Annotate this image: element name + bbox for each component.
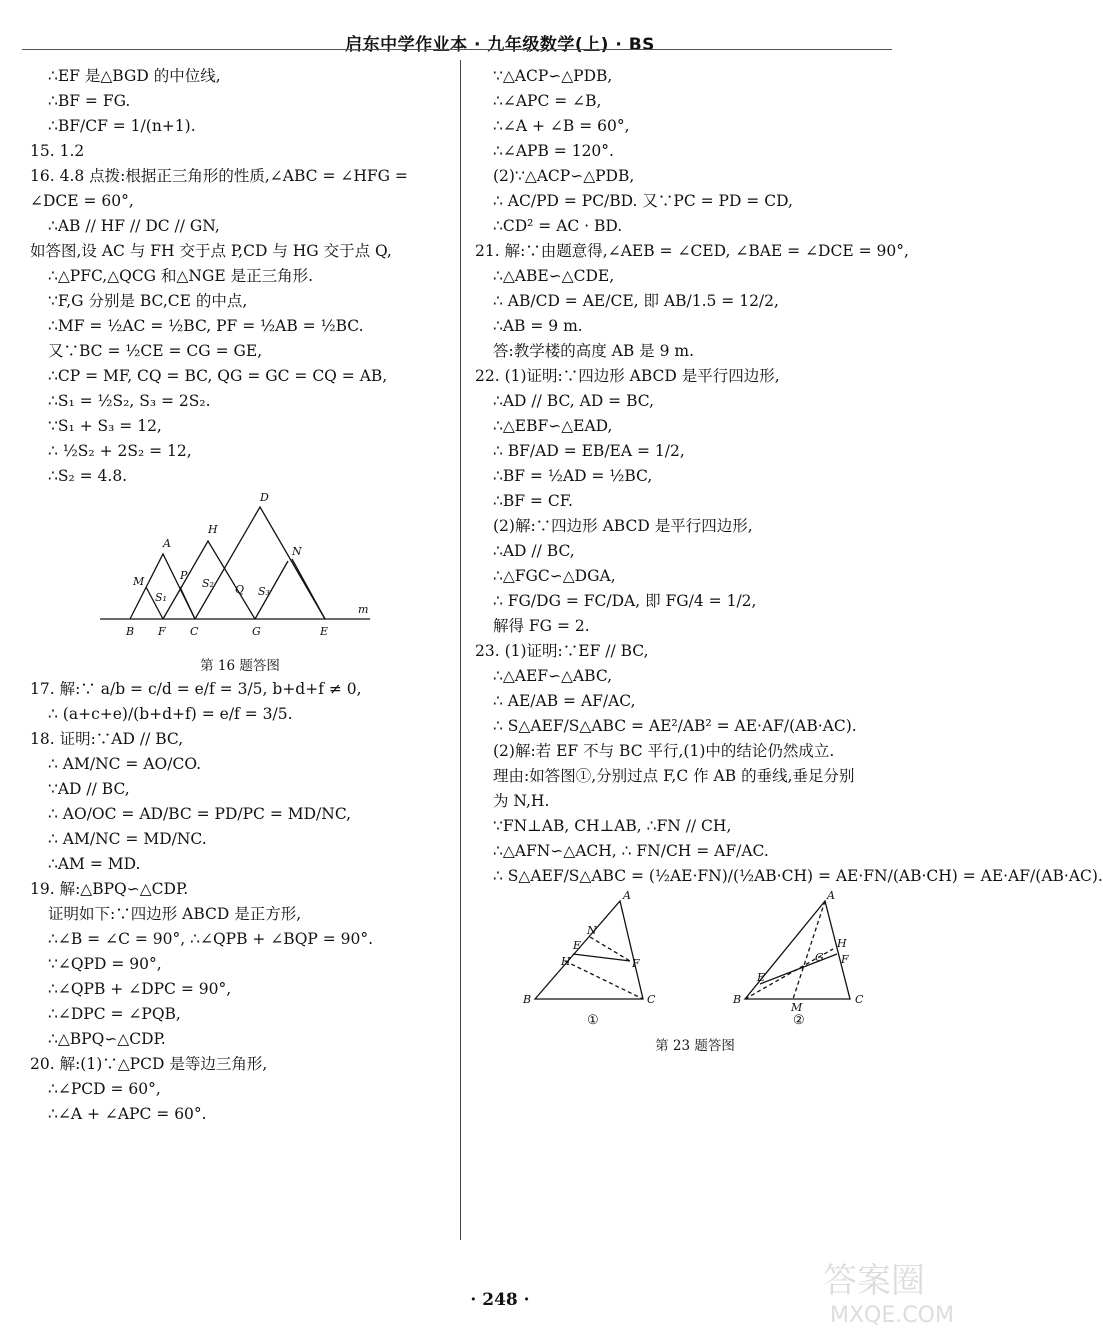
text-line: ∴ AM/NC = MD/NC.	[48, 829, 207, 848]
text-line: ∴ AB/CD = AE/CE, 即 AB/1.5 = 12/2,	[493, 292, 779, 310]
text-line: ∵FN⊥AB, CH⊥AB, ∴FN // CH,	[493, 817, 732, 835]
text-line: ∴S₂ = 4.8.	[48, 467, 128, 485]
figure-23-2-label: H	[837, 937, 847, 950]
text-line: ∴MF = ½AC = ½BC, PF = ½AB = ½BC.	[48, 317, 364, 335]
running-header: 启东中学作业本 · 九年级数学(上) · BS	[345, 35, 655, 55]
text-line: ∴ AO/OC = AD/BC = PD/PC = MD/NC,	[48, 804, 352, 823]
text-line: ∴ AC/PD = PC/BD. 又∵PC = PD = CD,	[493, 192, 793, 210]
figure-16-label: S₃	[258, 585, 270, 598]
text-line: ∴BF = FG.	[48, 92, 131, 110]
text-line: ∵△ACP∽△PDB,	[493, 67, 613, 85]
text-line: ∴∠APC = ∠B,	[493, 92, 602, 110]
header-rule	[22, 49, 892, 50]
text-line: ∴ (a+c+e)/(b+d+f) = e/f = 3/5.	[48, 704, 293, 723]
text-line: ∴CP = MF, CQ = BC, QG = GC = CQ = AB,	[48, 367, 388, 385]
figure-23	[475, 889, 915, 1059]
figure-23-1-label: B	[523, 993, 532, 1006]
text-line: ∴ ½S₂ + 2S₂ = 12,	[48, 442, 192, 460]
text-line: ∴△EBF∽△EAD,	[493, 417, 613, 435]
text-line: 为 N,H.	[493, 792, 550, 810]
text-line: ∴AB = 9 m.	[493, 317, 583, 335]
text-line: ∴BF/CF = 1/(n+1).	[48, 117, 196, 135]
text-line: ∴△AFN∽△ACH, ∴ FN/CH = AF/AC.	[493, 842, 769, 860]
figure-16-label: S₂	[202, 577, 214, 590]
text-line: ∴CD² = AC · BD.	[493, 217, 623, 235]
figure-16-label: F	[158, 625, 166, 638]
figure-23-2-label: B	[733, 993, 742, 1006]
figure-23-2-label: E	[757, 971, 766, 984]
text-line: (2)∵△ACP∽△PDB,	[493, 167, 635, 185]
text-line: ∴ BF/AD = EB/EA = 1/2,	[493, 442, 685, 460]
figure-16-label: N	[292, 545, 302, 558]
figure-16-label: P	[180, 569, 188, 582]
figure-23-2-label: C	[855, 993, 864, 1006]
text-line: ∴BF = CF.	[493, 492, 573, 510]
text-line: 16. 4.8 点拨:根据正三角形的性质,∠ABC = ∠HFG =	[30, 167, 408, 185]
figure-16-label: S₁	[155, 591, 167, 604]
text-line: ∵AD // BC,	[48, 779, 130, 798]
text-line: ∴ S△AEF/S△ABC = (½AE·FN)/(½AB·CH) = AE·FN/(AB·CH) = AE·AF/(AB·AC).	[493, 867, 1103, 885]
figure-23-1-label: C	[647, 993, 656, 1006]
text-line: 解得 FG = 2.	[493, 617, 590, 635]
text-line: ∵F,G 分别是 BC,CE 的中点,	[48, 292, 248, 310]
text-line: 22. (1)证明:∵四边形 ABCD 是平行四边形,	[475, 367, 780, 385]
text-line: ∴BF = ½AD = ½BC,	[493, 467, 653, 485]
text-line: ∴∠B = ∠C = 90°, ∴∠QPB + ∠BQP = 90°.	[48, 929, 374, 948]
figure-16-diagram	[30, 489, 390, 649]
text-line: ∠DCE = 60°,	[30, 192, 134, 210]
text-line: ∴∠A + ∠B = 60°,	[493, 117, 630, 135]
text-line: ∵∠QPD = 90°,	[48, 954, 162, 973]
figure-16	[30, 489, 450, 677]
text-line: ∴ AM/NC = AO/CO.	[48, 754, 202, 773]
figure-23-diagram	[475, 889, 895, 1029]
figure-23-2-label: F	[841, 953, 849, 966]
svg-text:MXQE.COM: MXQE.COM	[830, 1303, 954, 1328]
text-line: 证明如下:∵四边形 ABCD 是正方形,	[48, 904, 302, 923]
figure-16-label: C	[190, 625, 199, 638]
text-line: 19. 解:△BPQ∽△CDP.	[30, 879, 189, 898]
text-line: ∴△BPQ∽△CDP.	[48, 1029, 166, 1048]
text-line: ∴ AE/AB = AF/AC,	[493, 692, 636, 710]
text-line: ∴∠DPC = ∠PQB,	[48, 1004, 181, 1023]
text-line: ∴AB // HF // DC // GN,	[48, 217, 220, 235]
text-line: ∴AM = MD.	[48, 854, 141, 873]
figure-16-label: H	[208, 523, 218, 536]
text-line: ∴∠PCD = 60°,	[48, 1079, 161, 1098]
watermark-logo	[818, 1250, 978, 1330]
figure-23-2-label: A	[827, 889, 835, 902]
text-line: ∴ FG/DG = FC/DA, 即 FG/4 = 1/2,	[493, 592, 757, 610]
figure-16-label: Q	[235, 583, 245, 596]
figure-23-sub2: ②	[793, 1013, 805, 1028]
figure-16-label: A	[163, 537, 171, 550]
text-line: 20. 解:(1)∵△PCD 是等边三角形,	[30, 1054, 268, 1073]
figure-16-label: E	[320, 625, 329, 638]
text-line: ∴AD // BC, AD = BC,	[493, 392, 654, 410]
text-line: 如答图,设 AC 与 FH 交于点 P,CD 与 HG 交于点 Q,	[30, 242, 392, 260]
text-line: ∴△FGC∽△DGA,	[493, 567, 616, 585]
figure-16-caption: 第 16 题答图	[200, 658, 280, 675]
figure-16-label: B	[126, 625, 135, 638]
text-line: 答:教学楼的高度 AB 是 9 m.	[493, 342, 695, 360]
text-line: ∴△AEF∽△ABC,	[493, 667, 613, 685]
figure-16-label: G	[252, 625, 261, 638]
svg-text:答案圈: 答案圈	[823, 1261, 925, 1301]
text-line: ∴∠APB = 120°.	[493, 142, 614, 160]
text-line: 理由:如答图①,分别过点 F,C 作 AB 的垂线,垂足分别	[493, 767, 855, 785]
figure-23-1-label: F	[632, 957, 640, 970]
text-line: 18. 证明:∵AD // BC,	[30, 729, 184, 748]
text-line: (2)解:∵四边形 ABCD 是平行四边形,	[493, 517, 753, 535]
text-line: 23. (1)证明:∵EF // BC,	[475, 642, 649, 660]
right-column	[475, 64, 1103, 1059]
text-line: 21. 解:∵由题意得,∠AEB = ∠CED, ∠BAE = ∠DCE = 90°,	[475, 242, 909, 260]
text-line: ∴∠QPB + ∠DPC = 90°,	[48, 979, 232, 998]
figure-23-sub1: ①	[587, 1013, 599, 1028]
text-line: ∴ S△AEF/S△ABC = AE²/AB² = AE·AF/(AB·AC).	[493, 717, 857, 735]
figure-23-caption: 第 23 题答图	[655, 1038, 735, 1055]
figure-23-2-label: M	[791, 1001, 803, 1014]
figure-23-1-label: E	[573, 939, 582, 952]
figure-23-1-label: H	[561, 955, 571, 968]
figure-16-label: m	[358, 603, 369, 616]
left-column	[30, 64, 450, 1127]
text-line: ∴△ABE∽△CDE,	[493, 267, 615, 285]
figure-23-2-label: G	[815, 951, 824, 964]
column-divider	[460, 60, 461, 1240]
figure-16-label: M	[133, 575, 145, 588]
text-line: ∴EF 是△BGD 的中位线,	[48, 67, 221, 85]
text-line: 又∵BC = ½CE = CG = GE,	[48, 342, 263, 360]
text-line: 17. 解:∵ a/b = c/d = e/f = 3/5, b+d+f ≠ 0,	[30, 679, 362, 698]
text-line: ∴AD // BC,	[493, 542, 575, 560]
figure-23-1-label: N	[587, 924, 597, 937]
text-line: ∴△PFC,△QCG 和△NGE 是正三角形.	[48, 267, 314, 285]
page-number: · 248 ·	[470, 1290, 530, 1310]
text-line: ∵S₁ + S₃ = 12,	[48, 417, 162, 435]
figure-16-label: D	[260, 491, 269, 504]
text-line: 15. 1.2	[30, 142, 85, 160]
text-line: ∴∠A + ∠APC = 60°.	[48, 1104, 207, 1123]
figure-23-1-label: A	[623, 889, 631, 902]
text-line: (2)解:若 EF 不与 BC 平行,(1)中的结论仍然成立.	[493, 742, 835, 760]
text-line: ∴S₁ = ½S₂, S₃ = 2S₂.	[48, 392, 211, 410]
